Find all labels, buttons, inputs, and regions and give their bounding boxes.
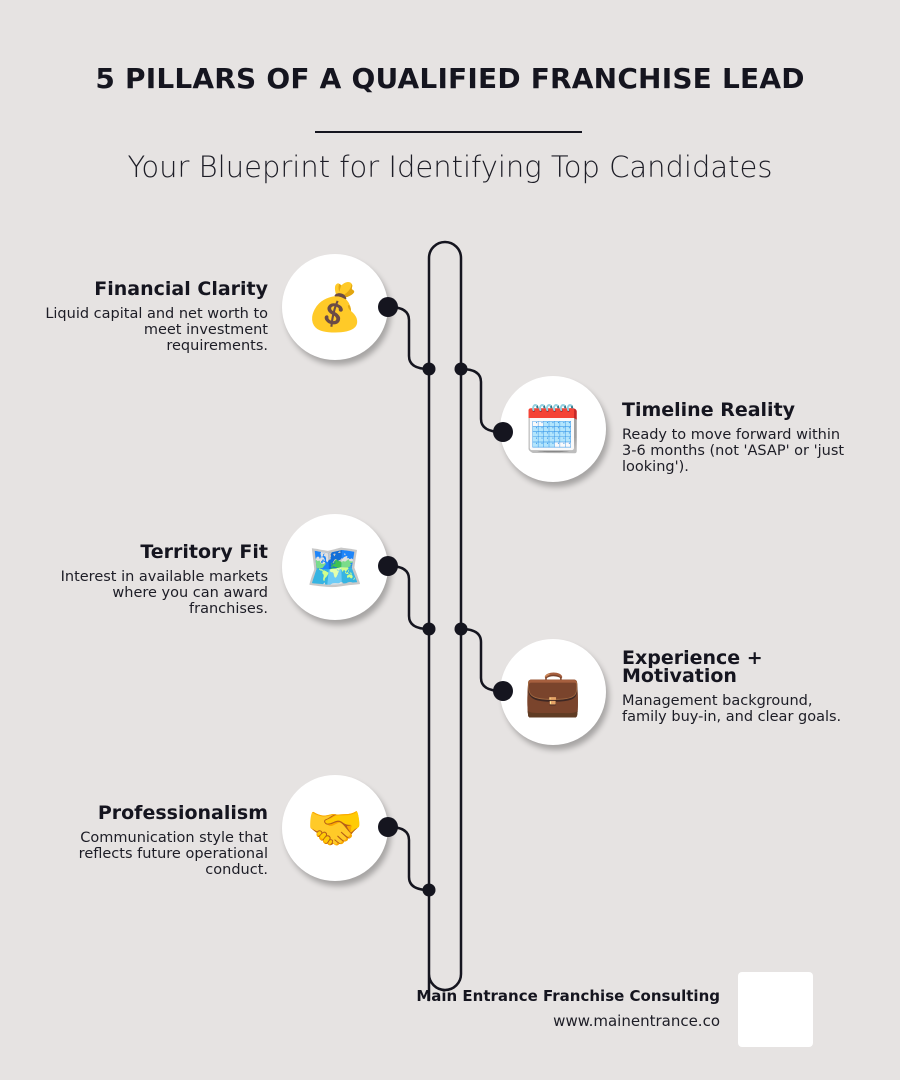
briefcase-glyph: 💼 bbox=[524, 666, 582, 718]
pillar-title: Timeline Reality bbox=[622, 399, 796, 421]
pillar-description: Communication style that reflects future operational conduct. bbox=[78, 830, 268, 878]
pillar-description: Interest in available markets where you can award franchises. bbox=[60, 569, 268, 617]
page-title: 5 PILLARS OF A QUALIFIED FRANCHISE LEAD bbox=[95, 62, 805, 95]
page-subtitle: Your Blueprint for Identifying Top Candidates bbox=[127, 150, 773, 184]
pillar-title: Territory Fit bbox=[140, 541, 268, 563]
pillar-description: Management background, family buy-in, and clear goals. bbox=[622, 693, 842, 725]
footer-company-name: Main Entrance Franchise Consulting bbox=[416, 987, 720, 1005]
connector-dot-5 bbox=[378, 817, 398, 837]
money-bag-glyph: 💰 bbox=[306, 281, 364, 333]
pillar-title: Financial Clarity bbox=[94, 278, 268, 300]
connector-dot-1 bbox=[378, 297, 398, 317]
handshake-glyph: 🤝 bbox=[306, 802, 364, 854]
calendar-glyph: 🗓️ bbox=[524, 403, 582, 455]
world-map-glyph: 🗺️ bbox=[306, 541, 364, 593]
connector-dot-4 bbox=[493, 681, 513, 701]
connector-dot-3 bbox=[378, 556, 398, 576]
pillar-description: Ready to move forward within 3-6 months (not 'ASAP' or 'just looking'). bbox=[622, 427, 845, 475]
company-logo-placeholder bbox=[738, 972, 813, 1047]
connector-dot-2 bbox=[493, 422, 513, 442]
pillar-title: Professionalism bbox=[97, 802, 268, 824]
footer-website-link[interactable]: www.mainentrance.co bbox=[553, 1012, 720, 1030]
pillar-title: Experience + Motivation bbox=[622, 647, 763, 687]
pillar-description: Liquid capital and net worth to meet investment requirements. bbox=[45, 306, 268, 354]
